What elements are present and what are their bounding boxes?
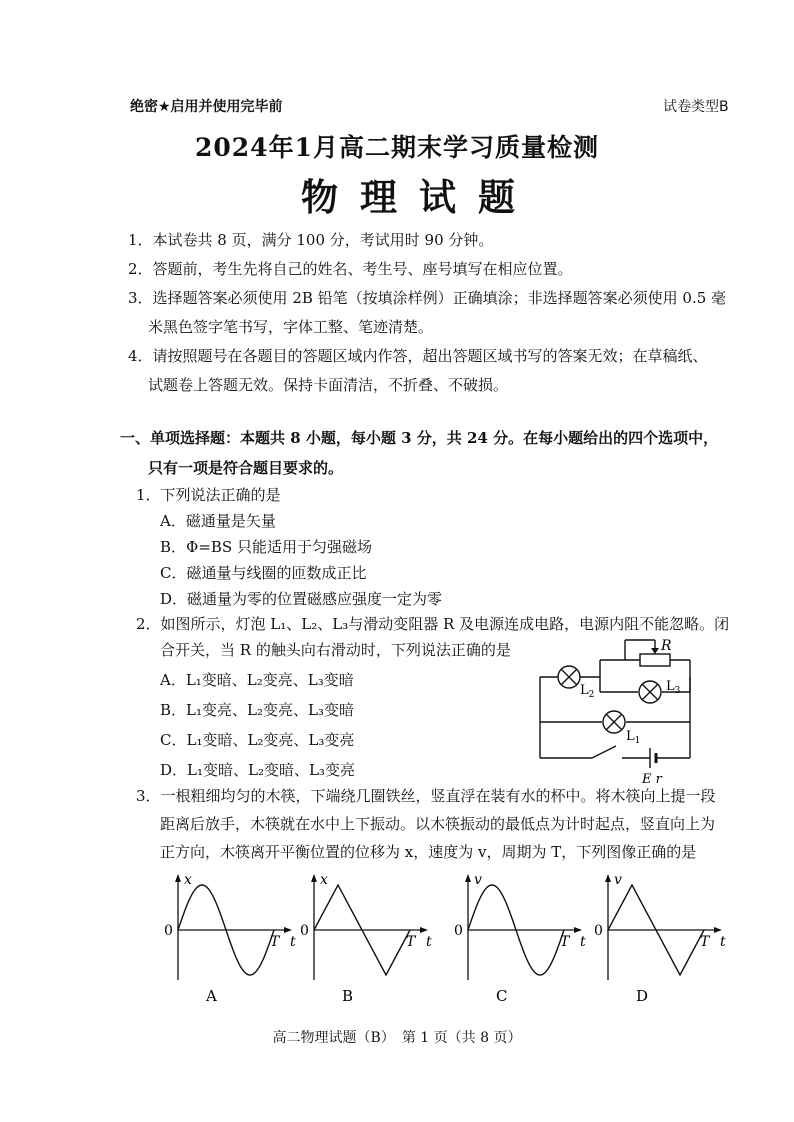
rheostat	[640, 654, 670, 666]
x-axis-label: t	[290, 934, 296, 950]
origin-label: 0	[300, 923, 309, 939]
subject-title: 物理试题	[301, 175, 537, 219]
source-label: E r	[642, 772, 662, 787]
graph-option-label: C	[496, 987, 508, 1005]
graph-c	[450, 870, 590, 1020]
section-heading-cont: 只有一项是符合题目要求的。	[148, 459, 344, 477]
rheostat-label: R	[661, 638, 672, 654]
instruction-1: 1．本试卷共 8 页，满分 100 分，考试用时 90 分钟。	[128, 231, 494, 249]
graph-a	[160, 870, 300, 1020]
origin-label: 0	[164, 923, 173, 939]
origin-label: 0	[454, 923, 463, 939]
y-axis-label: v	[614, 872, 622, 888]
paper-type-label: 试卷类型B	[663, 99, 729, 115]
y-axis-arrow	[311, 874, 317, 882]
instruction-4-cont: 试题卷上答题无效。保持卡面清洁，不折叠、不破损。	[148, 376, 509, 394]
q3-stem-cont-2: 正方向，木筷离开平衡位置的位移为 x，速度为 v，周期为 T，下列图像正确的是	[160, 843, 697, 861]
q2-option-b: B．L₁变亮、L₂变亮、L₃变暗	[160, 701, 354, 719]
exam-title: 2024年1月高二期末学习质量检测	[195, 133, 599, 162]
graph-option-label: D	[636, 987, 649, 1005]
y-axis-label: x	[184, 872, 192, 888]
x-axis-label: t	[426, 934, 432, 950]
q1-option-a: A．磁通量是矢量	[160, 512, 276, 530]
q2-stem: 2．如图所示，灯泡 L₁、L₂、L₃与滑动变阻器 R 及电源连成电路，电源内阻不能忽略。闭	[136, 615, 730, 633]
y-axis-label: x	[320, 872, 328, 888]
q2-option-c: C．L₁变暗、L₂变亮、L₃变亮	[160, 731, 355, 749]
circuit-diagram	[530, 630, 750, 790]
lamp-l3-label: $L_3$	[666, 679, 681, 696]
graph-d	[590, 870, 730, 1020]
instruction-2: 2．答题前，考生先将自己的姓名、考生号、座号填写在相应位置。	[128, 260, 573, 278]
x-axis-label: t	[580, 934, 586, 950]
lamp-l2	[558, 666, 580, 688]
section-heading: 一、单项选择题：本题共 8 小题，每小题 3 分，共 24 分。在每小题给出的四个选项中，	[120, 429, 719, 447]
q1-option-c: C．磁通量与线圈的匝数成正比	[160, 564, 367, 582]
q2-option-d: D．L₁变暗、L₂变暗、L₃变亮	[160, 761, 355, 779]
battery-symbol	[650, 748, 656, 768]
y-axis-arrow	[605, 874, 611, 882]
origin-label: 0	[594, 923, 603, 939]
graph-option-label: A	[206, 987, 217, 1005]
period-label: T	[406, 934, 416, 950]
q1-option-d: D．磁通量为零的位置磁感应强度一定为零	[160, 590, 443, 608]
period-label: T	[700, 934, 710, 950]
instruction-3: 3．选择题答案必须使用 2B 铅笔（按填涂样例）正确填涂；非选择题答案必须使用 0.5 毫	[128, 289, 727, 307]
period-label: T	[560, 934, 570, 950]
q2-stem-cont: 合开关，当 R 的触头向右滑动时，下列说法正确的是	[160, 641, 511, 659]
y-axis-arrow	[175, 874, 181, 882]
lamp-l1	[603, 711, 625, 733]
q1-stem: 1．下列说法正确的是	[136, 486, 281, 504]
lamp-l1-label: $L_1$	[626, 729, 641, 746]
x-axis-arrow	[420, 927, 428, 933]
y-axis-label: v	[474, 872, 482, 888]
lamp-l2-label: $L_2$	[580, 683, 595, 700]
graph-b	[296, 870, 436, 1020]
lamp-l3	[639, 681, 661, 703]
q2-option-a: A．L₁变暗、L₂变亮、L₃变暗	[160, 671, 354, 689]
y-axis-arrow	[465, 874, 471, 882]
x-axis-arrow	[574, 927, 582, 933]
confidential-label: 绝密★启用并使用完毕前	[130, 99, 283, 115]
q1-option-b: B．Φ=BS 只能适用于匀强磁场	[160, 538, 372, 556]
q3-stem: 3．一根粗细均匀的木筷，下端绕几圈铁丝，竖直浮在装有水的杯中。将木筷向上提一段	[136, 787, 716, 805]
q3-stem-cont-1: 距离后放手，木筷就在水中上下振动。以木筷振动的最低点为计时起点，竖直向上为	[160, 815, 716, 833]
period-label: T	[270, 934, 280, 950]
x-axis-arrow	[284, 927, 292, 933]
graph-option-label: B	[342, 987, 354, 1005]
page-footer: 高二物理试题（B） 第 1 页（共 8 页）	[272, 1030, 522, 1046]
instruction-4: 4．请按照题号在各题目的答题区域内作答，超出答题区域书写的答案无效；在草稿纸、	[128, 347, 708, 365]
instruction-3-cont: 米黑色签字笔书写，字体工整、笔迹清楚。	[148, 318, 434, 336]
x-axis-label: t	[720, 934, 726, 950]
x-axis-arrow	[714, 927, 722, 933]
